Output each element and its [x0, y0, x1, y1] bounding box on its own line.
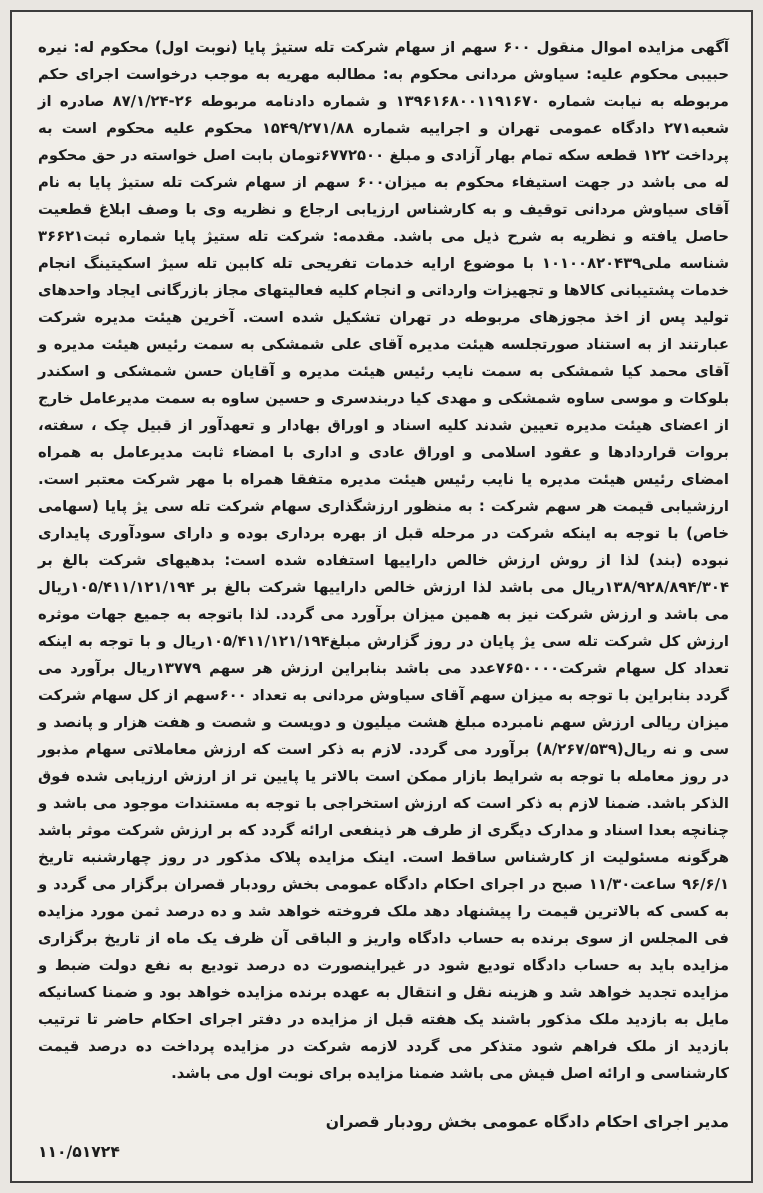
notice-code: ۱۱۰/۵۱۷۲۴ [38, 1143, 120, 1161]
auction-notice [10, 10, 753, 1183]
notice-footer [38, 1109, 729, 1165]
notice-body: آگهی مزایده اموال منقول ۶۰۰ سهم از سهام شرکت تله ستیژ پایا (نوبت اول) محکوم له: نیره حبیبی محکوم علیه: سیاوش مردانی محکوم به: مطالبه مهریه به موجب درخواست اجرای حکم مربوطه به نیابت شماره ۱۳۹۶۱۶۸۰۰۱۱۹۱۶۷۰ و شماره دادنامه مربوطه ۲۶-۸۷/۱/۲۴ صادره از شعبه۲۷۱ دادگاه عمومی تهران و اجراییه شماره ۱۵۴۹/۲۷۱/۸۸ محکوم علیه محکوم است به پرداخت ۱۲۲ قطعه سکه تمام بهار آزادی و مبلغ ۶۷۷۲۵۰۰تومان بابت اصل خواسته در حق محکوم له می باشد در جهت استیفاء محکوم به میزان۶۰۰ سهم از سهام شرکت تله ستیژ پایا به نام آقای سیاوش مردانی توقیف و به کارشناس ارزیابی ارجاع و نظریه وی با وصف ابلاغ قطعیت حاصل یافته و نظریه به شرح ذیل می باشد. مقدمه: شرکت تله ستیژ پایا شماره ثبت۳۶۶۲۱ شناسه ملی۱۰۱۰۰۸۲۰۴۳۹ با موضوع ارایه خدمات تفریحی تله کابین تله سیژ اسکیتینگ انجام خدمات پشتیبانی کالاها و تجهیزات وارداتی و انجام کلیه فعالیتهای مجاز بازرگانی ایجاد واحدهای تولید پس از اخذ مجوزهای مربوطه در تهران تشکیل شده است. آخرین هیئت مدیره شرکت عبارتند از به استناد صورتجلسه هیئت مدیره آقای علی شمشکی به سمت رئیس هیئت مدیره و آقای محمد کیا شمشکی به سمت نایب رئیس هیئت مدیره و آقایان حسن شمشکی و اسکندر بلوکات و موسی ساوه شمشکی و مهدی کیا دربندسری و حسین ساوه به سمت مدیرعامل خارج از اعضای هیئت مدیره تعیین شدند کلیه اسناد و اوراق بهادار و تعهدآور از قبیل چک ، سفته، بروات قراردادها و عقود اسلامی و اوراق عادی و اداری با امضاء ثابت مدیرعامل به همراه امضای رئیس هیئت مدیره یا نایب رئیس هیئت مدیره متفقا همراه با مهر شرکت معتبر است. ارزشیابی قیمت هر سهم شرکت : به منظور ارزشگذاری سهام شرکت تله سی یژ پایا (سهامی خاص) با توجه به اینکه شرکت در مرحله قبل از بهره برداری بوده و دارای سودآوری پایداری نبوده (بند) لذا از روش ارزش خالص داراییها استفاده شده است: بدهیهای شرکت بالغ بر ۱۳۸/۹۲۸/۸۹۴/۳۰۴ریال می باشد لذا ارزش خالص داراییها شرکت بالغ بر ۱۰۵/۴۱۱/۱۲۱/۱۹۴ریال می باشد و ارزش شرکت نیز به همین میزان برآورد می گردد. لذا باتوجه به جمیع جهات موثره ارزش کل شرکت تله سی یژ پایان در روز گزارش مبلغ۱۰۵/۴۱۱/۱۲۱/۱۹۴ریال و با توجه به اینکه تعداد کل سهام شرکت۷۶۵۰۰۰۰عدد می باشد بنابراین ارزش هر سهم ۱۳۷۷۹ریال برآورد می گردد بنابراین با توجه به میزان سهم آقای سیاوش مردانی به تعداد ۶۰۰سهم از کل سهام شرکت میزان ریالی ارزش سهم نامبرده مبلغ هشت میلیون و دویست و شصت و هفت هزار و پانصد و سی و نه ریال(۸/۲۶۷/۵۳۹) برآورد می گردد. لازم به ذکر است که ارزش معاملاتی سهام مذبور در روز معامله با توجه به شرایط بازار ممکن است بالاتر یا پایین تر از ارزش ارزیابی شده فوق الذکر باشد. ضمنا لازم به ذکر است که ارزش استخراجی با توجه به مستندات موجود می باشد و چنانچه بعدا اسناد و مدارک دیگری از طرف هر ذینفعی ارائه گردد که بر ارزش شرکت موثر باشد هرگونه مسئولیت از کارشناس ساقط است. اینک مزایده پلاک مذکور در روز چهارشنبه تاریخ ۹۶/۶/۱ ساعت۱۱/۳۰ صبح در اجرای احکام دادگاه عمومی بخش رودبار قصران برگزار می گردد و به کسی که بالاترین قیمت را پیشنهاد دهد ملک فروخته خواهد شد و ده درصد ثمن مورد مزایده فی المجلس از سوی برنده به حساب دادگاه واریز و الباقی آن ظرف یک ماه از تاریخ برگزاری مزایده باید به حساب دادگاه تودیع شود در غیراینصورت ده درصد تودیع به نفع دولت ضبط و مزایده تجدید خواهد شد و هزینه نقل و انتقال به عهده برنده مزایده خواهد بود و ضمنا کسانیکه مایل به بازدید ملک مذکور باشند یک هفته قبل از مزایده در دفتر اجرای احکام حاضر تا ترتیب بازدید از ملک فراهم شود متذکر می گردد لازمه شرکت در مزایده پرداخت ده درصد قیمت کارشناسی و ارائه اصل فیش می باشد ضمنا مزایده برای نوبت اول می باشد. [38, 39, 730, 1082]
notice-signer: مدیر اجرای احکام دادگاه عمومی بخش رودبار قصران [325, 1113, 729, 1131]
